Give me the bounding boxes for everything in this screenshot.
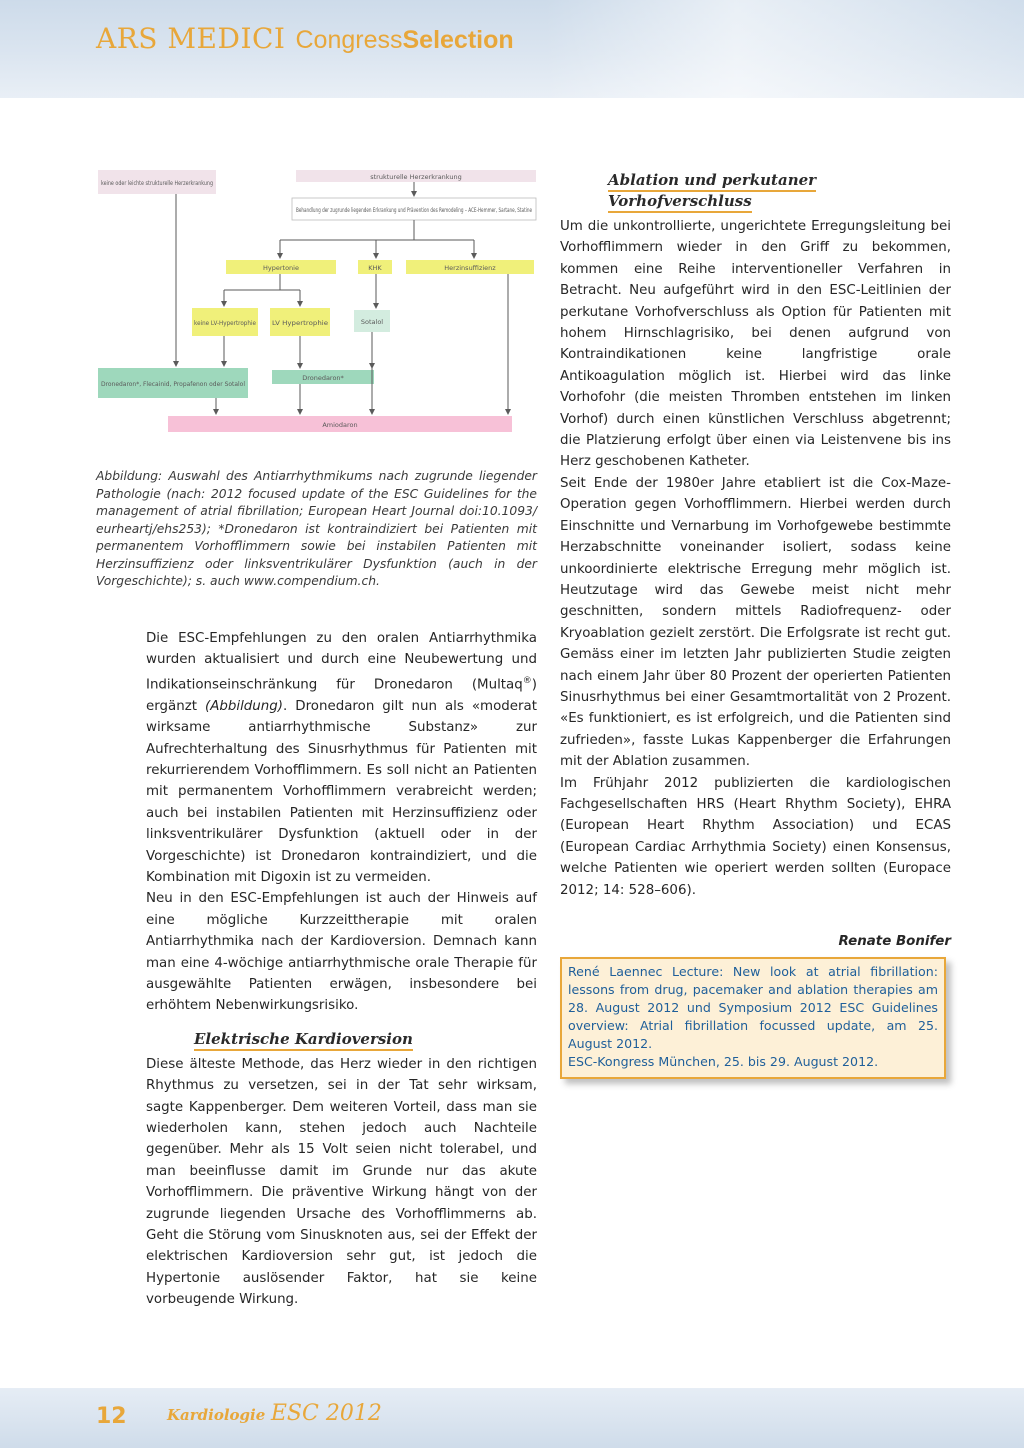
heading-text: Elektrische Kardioversion — [194, 1030, 413, 1051]
page-number: 12 — [96, 1404, 127, 1429]
brand-logo — [96, 22, 514, 55]
paragraph: Im Frühjahr 2012 publizierten die kardiologischen Fachgesellschaften HRS (Heart Rhythm Society), EHRA (European Heart Rhythm Association) und ECAS (European Cardiac Arrhythmia Society) einen Konsensus, welche Patienten wie operiert werden sollten (Europace 2012; 14: 528–606). — [560, 775, 951, 898]
paragraph: Neu in den ESC-Empfehlungen ist auch der Hinweis auf eine mögliche Kurzzeittherapie mit oralen Antiarrhythmika nach der Kardioversion. Demnach kann man eine 4-wöchige antiarrhythmische orale Therapie für ausgewählte Patienten erwägen, insbesondere bei erhöhtem Nebenwirkungsrisiko. — [146, 891, 537, 1014]
paragraph: Diese älteste Methode, das Herz wieder in den richtigen Rhythmus zu versetzen, sei in der Tat sehr wirksam, sagte Kappenberger. Dem weiteren Vorteil, dass man sie wiederholen kann, stehen jedoch auch Nachteile gegenüber. Mehr als 15 Volt seien nicht tolerabel, und man beeinflusse damit im Grunde nur das akute Vorhofflimmern. Die präventive Wirkung hängt von der zugrunde liegenden Ursache des Vorhofflimmerns ab. Geht die Störung vom Sinusknoten aus, sei der Effekt der elektrischen Kardioversion sehr gut, ist jedoch die Hypertonie auslösender Faktor, hat sie keine vorbeugende Wirkung. — [146, 1056, 537, 1308]
info-text: René Laennec Lecture: New look at atrial fibrillation: lessons from drug, pacemaker and ablation therapies am 28. August 2012 und Symposium 2012 ESC Guidelines overview: Atrial fibrillation focussed update, am 25. August 2012. — [568, 964, 938, 1051]
section-heading-kardioversion — [194, 1029, 537, 1050]
figure-reference: (Abbildung) — [204, 698, 284, 714]
footer-section-big: ESC 2012 — [270, 1401, 382, 1426]
label-structural: strukturelle Herzerkrankung — [370, 173, 462, 181]
label-no-disease: keine oder leichte strukturelle Herzerkrankung — [101, 179, 213, 187]
label-drug-left: Dronedaron*, Flecainid, Propafenon oder Sotalol — [101, 380, 246, 388]
label-amiodaron: Amiodaron — [322, 421, 358, 429]
heading-text: Vorhofverschluss — [608, 192, 752, 213]
label-no-lvh: keine LV-Hypertrophie — [194, 319, 256, 327]
brand-selection: Selection — [402, 26, 514, 54]
label-dronedaron: Dronedaron* — [302, 374, 344, 382]
label-treatment: Behandlung der zugrunde liegenden Erkrankung und Prävention des Remodeling – ACE-Hemmer, Sartane, Statine — [296, 206, 532, 214]
header-band — [0, 0, 1024, 98]
label-sotalol: Sotalol — [360, 318, 384, 326]
right-column — [560, 170, 951, 952]
author-name: Renate Bonifer — [838, 934, 951, 949]
footer-section-title — [167, 1401, 382, 1426]
text-run: . Dronedaron gilt nun als «moderat wirksame antiarrhythmische Substanz» zur Aufrechterhaltung des Sinusrhythmus für Patienten mit rekurrierendem Vorhofflimmern. Es soll nicht an Patienten mit permanentem Vorhofflimmern verabreicht werden; auch bei instabilen Patienten mit Herzinsuffizienz oder linksventrikulärer Dysfunktion (aktuell oder in der Vorgeschichte) ist Dronedaron kontraindiziert, und die Kombination mit Digoxin ist zu vermeiden. — [146, 698, 537, 885]
paragraph — [146, 628, 537, 888]
label-hypertonie: Hypertonie — [263, 264, 299, 272]
brand-congress: Congress — [295, 26, 403, 54]
text-run: ) ergänzt — [146, 677, 537, 714]
footer-band — [0, 1388, 1024, 1448]
heading-text: Ablation und perkutaner — [608, 171, 816, 192]
flowchart-figure — [96, 168, 536, 438]
footer-section-small: Kardiologie — [167, 1406, 266, 1424]
info-box — [560, 957, 946, 1079]
paragraph: Seit Ende der 1980er Jahre etabliert ist die Cox-Maze-Operation gegen Vorhofflimmern. Hierbei werden durch Einschnitte und Vernarbung im Vorhofgewebe bestimmte Herzabschnitte voneinander isoliert, sodass keine unkoordinierte elektrische Erregung mehr möglich ist. Heutzutage wird das Gewebe meist nicht mehr geschnitten, sondern mittels Radiofrequenz- oder Kryoablation gezielt zerstört. Die Erfolgsrate ist recht gut. Gemäss einer im letzten Jahr publizierten Studie zeigten nach einem Jahr über 80 Prozent der operierten Patienten Sinusrhythmus bei einer Gesamtmortalität von 2 Prozent. «Es funktioniert, es ist erfolgreich, und die Patienten sind zufrieden», fasste Lukas Kappenberger die Erfahrungen mit der Ablation zusammen. — [560, 475, 951, 770]
label-khk: KHK — [368, 264, 382, 272]
text-run: Die ESC-Empfehlungen zu den oralen Antiarrhythmika wurden aktualisiert und durch eine Neubewertung und Indikationseinschränkung für Dronedaron (Multaq — [146, 631, 537, 693]
brand-ars-medici: ARS MEDICI — [96, 22, 286, 55]
info-text: ESC-Kongress München, 25. bis 29. August 2012. — [568, 1054, 879, 1069]
left-column — [146, 628, 537, 1311]
section-heading-ablation — [608, 170, 951, 212]
paragraph: Um die unkontrollierte, ungerichtete Erregungsleitung bei Vorhofflimmern wieder in den Griff zu bekommen, kommen eine Reihe interventioneller Verfahren in Betracht. Neu aufgeführt wird in den ESC-Leitlinien der perkutane Vorhofverschluss als Option für Patienten mit hohem Hirnschlagrisiko, bei denen aufgrund von Kontraindikationen keine langfristige orale Antikoagulation möglich ist. Hierbei wird das linke Vorhofohr (die meisten Thromben entstehen im linken Vorhof) durch einen künstlichen Verschluss abgetrennt; die Platzierung erfolgt über einen via Leistenvene bis ins Herz geschobenen Katheter. — [560, 219, 951, 470]
flowchart-svg — [96, 168, 536, 438]
registered-mark: ® — [522, 675, 532, 686]
label-lvh: LV Hypertrophie — [272, 319, 328, 327]
figure-caption: Abbildung: Auswahl des Antiarrhythmikums nach zugrunde liegender Pathologie (nach: 2012 focused update of the ESC Guidelines for the management of atrial fibrillation; European Heart Journal doi:10.1093/ eurheartj/ehs253); *Dronedaron ist kontraindiziert bei Patienten mit permanentem Vorhofflimmern sowie bei instabilen Patienten mit Herzinsuffizienz oder linksventrikulärer Dysfunktion (auch in der Vorgeschichte); s. auch www.compendium.ch. — [96, 469, 537, 588]
label-herzinsuff: Herzinsuffizienz — [444, 264, 496, 272]
